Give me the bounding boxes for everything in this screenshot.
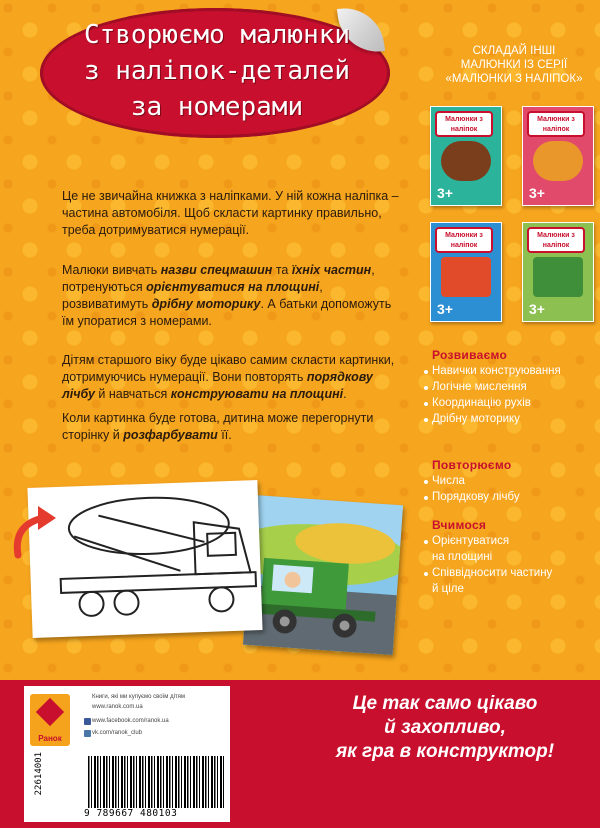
- colored-page-preview: [243, 495, 403, 655]
- text: , розвиватимуть: [62, 280, 323, 311]
- series-heading-line-1: СКЛАДАЙ ІНШІ: [472, 45, 556, 57]
- book-title: Малюнки з наліпок: [435, 227, 493, 253]
- develop-item: Координацію рухів: [432, 397, 531, 409]
- repeat-heading: Повторюємо: [432, 458, 512, 472]
- facebook-link: www.facebook.com/ranok.ua: [92, 718, 169, 724]
- excavator-illustration: [441, 257, 491, 297]
- colored-truck-illustration: [243, 495, 403, 655]
- age-badge: 3+: [529, 301, 545, 317]
- title-line-3: за номерами: [130, 92, 304, 122]
- text: . А батьки допоможуть їм упоратися з номерами.: [62, 297, 392, 328]
- publisher-logo: [30, 694, 70, 746]
- book-title: Малюнки з наліпок: [527, 111, 585, 137]
- book-title: Малюнки з наліпок: [435, 111, 493, 137]
- mixer-truck-illustration: [533, 257, 583, 297]
- text: .: [343, 387, 347, 401]
- develop-heading: Розвиваємо: [432, 348, 508, 362]
- series-book-cover-mixer: [522, 222, 594, 322]
- repeat-item: Порядкову лічбу: [432, 491, 520, 503]
- slogan-line-2: й захопливо,: [384, 717, 506, 738]
- learn-item: на площині: [432, 551, 493, 563]
- learn-item: й ціле: [432, 583, 464, 595]
- logo-mark-icon: [36, 698, 64, 726]
- bullet: [424, 418, 428, 422]
- series-heading-line-2: МАЛЮНКИ ІЗ СЕРІЇ: [460, 59, 568, 71]
- text: її.: [217, 428, 232, 442]
- slogan-line-3: як гра в конструктор!: [335, 741, 555, 762]
- title-line-1: Створюємо малюнки: [83, 20, 351, 50]
- lion-illustration: [533, 141, 583, 181]
- text: Малюки вивчать: [62, 263, 161, 277]
- mixer-truck-outline-illustration: [27, 480, 262, 638]
- series-heading: [428, 44, 600, 86]
- series-book-cover-lion: [522, 106, 594, 206]
- slogan-line-1: Це так само цікаво: [352, 693, 538, 714]
- vk-icon: [84, 730, 91, 737]
- develop-item: Логічне мислення: [432, 381, 527, 393]
- isbn-vertical: 22614001: [34, 752, 44, 796]
- learn-heading: Вчимося: [432, 518, 487, 532]
- facebook-icon: [84, 718, 91, 725]
- bull-illustration: [441, 141, 491, 181]
- highlight: назви спецмашин: [160, 263, 273, 277]
- text: й навчаться: [94, 387, 171, 401]
- text: Дітям старшого віку буде цікаво самим скласти картинки, дотримуючись нумерації. Вони повторять: [62, 353, 395, 384]
- paragraph-3: [62, 352, 402, 403]
- barcode: [88, 756, 224, 808]
- book-title: Малюнки з наліпок: [527, 227, 585, 253]
- paragraph-2: [62, 262, 402, 330]
- publisher-site: www.ranok.com.ua: [92, 704, 143, 710]
- paragraph-1: Це не звичайна книжка з наліпками. У ній кожна наліпка – частина автомобіля. Щоб скласти картинку правильно, треба дотримуватися нумерації.: [62, 189, 399, 237]
- bullet: [424, 572, 428, 576]
- develop-item: Дрібну моторику: [432, 413, 520, 425]
- learn-item: Співвідносити частину: [432, 567, 553, 579]
- vk-link: vk.com/ranok_club: [92, 730, 143, 736]
- text: та: [272, 263, 292, 277]
- bullet: [424, 496, 428, 500]
- text: , потренуються: [62, 263, 375, 294]
- highlight: дрібну моторику: [151, 297, 261, 311]
- barcode-number: 9 789667 480103: [84, 808, 178, 819]
- age-badge: 3+: [529, 185, 545, 201]
- develop-item: Навички конструювання: [432, 365, 561, 377]
- bullet: [424, 480, 428, 484]
- bullet: [424, 540, 428, 544]
- highlight: порядкову лічбу: [62, 370, 373, 401]
- text: Коли картинка буде готова, дитина може перегорнути сторінку й: [62, 411, 374, 442]
- bullet: [424, 370, 428, 374]
- learn-item: Орієнтуватися: [432, 535, 510, 547]
- highlight: розфарбувати: [123, 428, 218, 442]
- bullet: [424, 402, 428, 406]
- publisher-name: Ранок: [38, 734, 62, 743]
- turn-page-arrow-icon: [8, 500, 58, 560]
- repeat-item: Числа: [432, 475, 465, 487]
- paragraph-4: [62, 410, 402, 444]
- series-book-cover-excavator: [430, 222, 502, 322]
- series-heading-line-3: «МАЛЮНКИ З НАЛІПОК»: [445, 73, 583, 85]
- highlight: їхніх частин: [291, 263, 372, 277]
- bullet: [424, 386, 428, 390]
- age-badge: 3+: [437, 185, 453, 201]
- highlight: орієнтуватися на площині: [146, 280, 320, 294]
- title-line-2: з наліпок-деталей: [83, 56, 351, 86]
- series-book-cover-bull: [430, 106, 502, 206]
- outline-page-preview: [27, 480, 262, 638]
- highlight: конструювати на площині: [170, 387, 344, 401]
- publisher-tagline: Книги, які ми купуємо своїм дітям: [92, 694, 186, 700]
- age-badge: 3+: [437, 301, 453, 317]
